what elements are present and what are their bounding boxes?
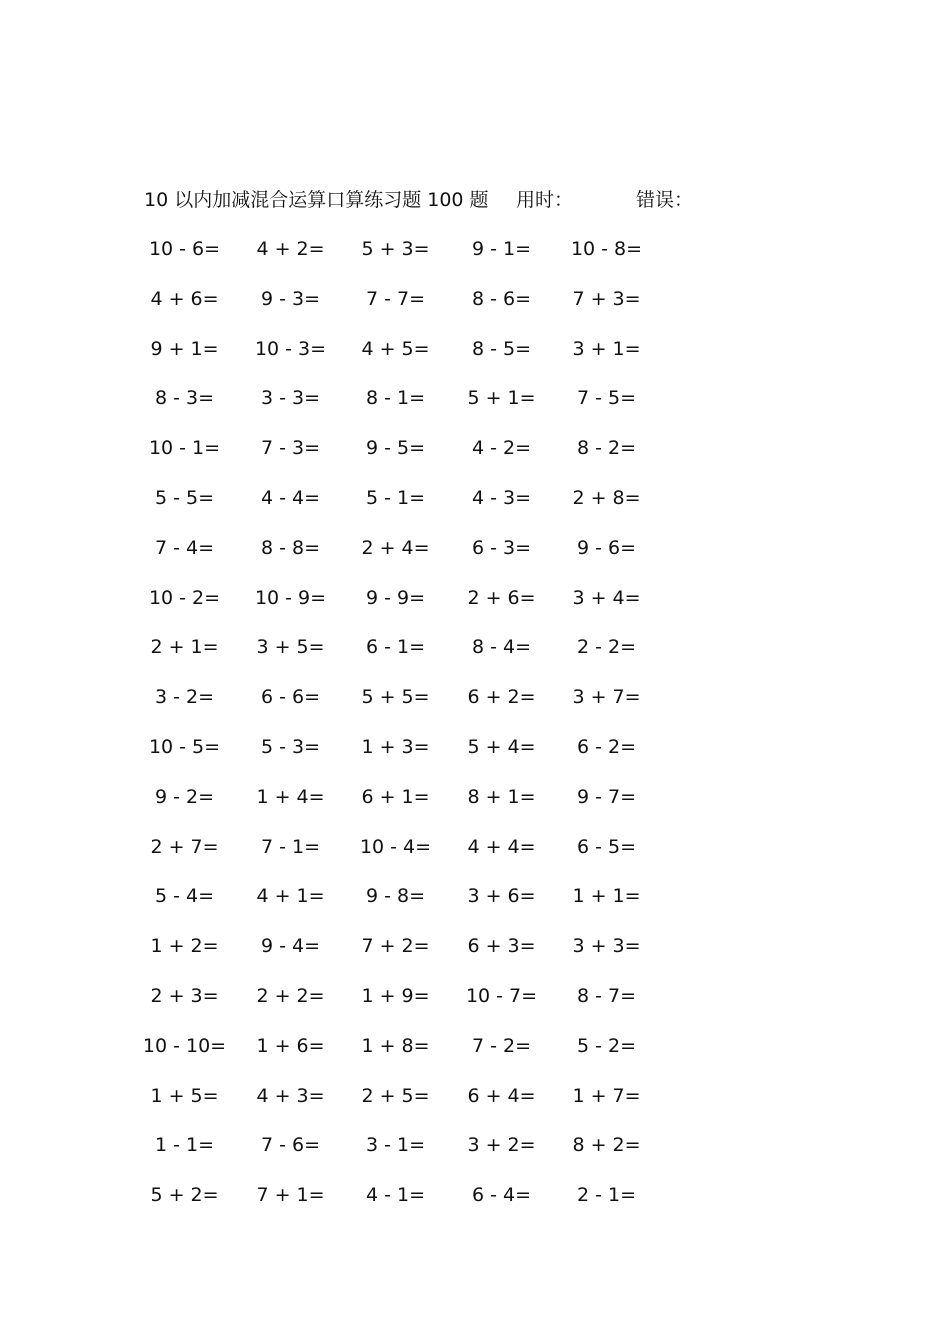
problem-item: 3 - 3= xyxy=(260,387,321,410)
problem-item: 6 + 4= xyxy=(467,1084,536,1107)
problem-item: 7 - 6= xyxy=(260,1134,321,1157)
problem-item: 8 - 6= xyxy=(471,287,532,310)
problem-item: 10 - 3= xyxy=(254,337,327,360)
problem-item: 8 - 5= xyxy=(471,337,532,360)
problem-item: 4 + 2= xyxy=(256,238,325,260)
problem-item: 5 + 5= xyxy=(361,686,430,709)
problem-item: 7 - 1= xyxy=(260,835,321,858)
problem-item: 2 + 1= xyxy=(150,636,219,659)
problem-row xyxy=(144,732,704,782)
problem-item: 9 - 2= xyxy=(154,785,215,808)
problem-item: 7 + 1= xyxy=(256,1184,325,1207)
problem-item: 7 - 4= xyxy=(154,536,215,559)
problem-row xyxy=(144,583,704,633)
problem-item: 3 + 2= xyxy=(467,1134,536,1157)
problem-item: 7 - 3= xyxy=(260,437,321,460)
problem-row xyxy=(144,334,704,384)
problem-item: 3 + 1= xyxy=(572,337,641,360)
problem-item: 2 + 7= xyxy=(150,835,219,858)
problem-row xyxy=(144,483,704,533)
problem-item: 10 - 2= xyxy=(148,586,221,609)
problem-item: 1 + 2= xyxy=(150,935,219,958)
problem-item: 10 - 8= xyxy=(570,238,643,260)
problem-item: 8 - 4= xyxy=(471,636,532,659)
problem-item: 2 - 2= xyxy=(576,636,637,659)
problem-item: 10 - 1= xyxy=(148,437,221,460)
problem-item: 8 - 1= xyxy=(365,387,426,410)
problem-item: 6 - 4= xyxy=(471,1184,532,1207)
problem-row xyxy=(144,284,704,334)
errors-label: 错误： xyxy=(636,189,694,211)
problem-item: 5 - 4= xyxy=(154,885,215,908)
problem-item: 3 + 4= xyxy=(572,586,641,609)
problem-item: 4 - 4= xyxy=(260,486,321,509)
problem-item: 1 + 3= xyxy=(361,735,430,758)
problem-item: 10 - 7= xyxy=(465,984,538,1007)
problem-item: 10 - 4= xyxy=(359,835,432,858)
problem-item: 3 + 7= xyxy=(572,686,641,709)
problem-item: 5 + 3= xyxy=(361,238,430,260)
problem-item: 1 + 1= xyxy=(572,885,641,908)
problem-item: 5 - 5= xyxy=(154,486,215,509)
problem-item: 9 - 5= xyxy=(365,437,426,460)
time-label: 用时： xyxy=(516,189,574,211)
problem-item: 9 - 9= xyxy=(365,586,426,609)
problem-item: 1 + 7= xyxy=(572,1084,641,1107)
problem-item: 2 + 6= xyxy=(467,586,536,609)
problem-grid xyxy=(144,234,704,1230)
problem-item: 6 - 5= xyxy=(576,835,637,858)
problem-item: 9 + 1= xyxy=(150,337,219,360)
problem-item: 6 - 1= xyxy=(365,636,426,659)
problem-item: 2 + 3= xyxy=(150,984,219,1007)
problem-item: 3 - 1= xyxy=(365,1134,426,1157)
problem-item: 8 + 2= xyxy=(572,1134,641,1157)
problem-item: 10 - 9= xyxy=(254,586,327,609)
problem-item: 2 + 2= xyxy=(256,984,325,1007)
problem-item: 2 - 1= xyxy=(576,1184,637,1207)
problem-item: 6 + 3= xyxy=(467,935,536,958)
problem-item: 1 + 9= xyxy=(361,984,430,1007)
problem-item: 5 - 1= xyxy=(365,486,426,509)
problem-row xyxy=(144,881,704,931)
problem-item: 8 - 2= xyxy=(576,437,637,460)
problem-item: 9 - 8= xyxy=(365,885,426,908)
problem-item: 6 + 1= xyxy=(361,785,430,808)
problem-row xyxy=(144,234,704,284)
problem-item: 7 + 2= xyxy=(361,935,430,958)
problem-item: 5 - 3= xyxy=(260,735,321,758)
problem-row xyxy=(144,533,704,583)
problem-item: 3 - 2= xyxy=(154,686,215,709)
problem-item: 9 - 1= xyxy=(471,238,532,260)
problem-item: 4 - 3= xyxy=(471,486,532,509)
problem-row xyxy=(144,782,704,832)
problem-item: 3 + 6= xyxy=(467,885,536,908)
problem-item: 7 - 2= xyxy=(471,1034,532,1057)
problem-row xyxy=(144,383,704,433)
problem-item: 2 + 5= xyxy=(361,1084,430,1107)
problem-item: 10 - 5= xyxy=(148,735,221,758)
problem-item: 6 - 6= xyxy=(260,686,321,709)
problem-item: 7 + 3= xyxy=(572,287,641,310)
problem-item: 10 - 6= xyxy=(148,238,221,260)
problem-row xyxy=(144,433,704,483)
problem-item: 6 - 3= xyxy=(471,536,532,559)
problem-item: 4 + 5= xyxy=(361,337,430,360)
problem-item: 9 - 6= xyxy=(576,536,637,559)
problem-item: 4 - 1= xyxy=(365,1184,426,1207)
problem-row xyxy=(144,1081,704,1131)
problem-item: 1 + 6= xyxy=(256,1034,325,1057)
problem-item: 1 + 5= xyxy=(150,1084,219,1107)
problem-item: 5 + 1= xyxy=(467,387,536,410)
problem-item: 6 - 2= xyxy=(576,735,637,758)
problem-item: 1 + 4= xyxy=(256,785,325,808)
problem-item: 2 + 4= xyxy=(361,536,430,559)
problem-row xyxy=(144,682,704,732)
problem-item: 4 + 3= xyxy=(256,1084,325,1107)
problem-item: 9 - 3= xyxy=(260,287,321,310)
problem-item: 4 + 1= xyxy=(256,885,325,908)
problem-item: 5 - 2= xyxy=(576,1034,637,1057)
problem-row xyxy=(144,632,704,682)
problem-item: 4 - 2= xyxy=(471,437,532,460)
problem-item: 8 + 1= xyxy=(467,785,536,808)
problem-row xyxy=(144,832,704,882)
problem-item: 1 + 8= xyxy=(361,1034,430,1057)
problem-item: 8 - 8= xyxy=(260,536,321,559)
problem-item: 4 + 6= xyxy=(150,287,219,310)
problem-row xyxy=(144,1130,704,1180)
problem-row xyxy=(144,1031,704,1081)
problem-item: 5 + 2= xyxy=(150,1184,219,1207)
problem-item: 10 - 10= xyxy=(142,1034,227,1057)
problem-item: 3 + 3= xyxy=(572,935,641,958)
problem-item: 1 - 1= xyxy=(154,1134,215,1157)
problem-item: 5 + 4= xyxy=(467,735,536,758)
problem-item: 2 + 8= xyxy=(572,486,641,509)
problem-item: 8 - 3= xyxy=(154,387,215,410)
problem-item: 9 - 7= xyxy=(576,785,637,808)
problem-item: 9 - 4= xyxy=(260,935,321,958)
problem-row xyxy=(144,981,704,1031)
worksheet-title: 10 以内加减混合运算口算练习题 100 题 xyxy=(144,189,489,211)
problem-item: 3 + 5= xyxy=(256,636,325,659)
problem-item: 4 + 4= xyxy=(467,835,536,858)
problem-row xyxy=(144,1180,704,1230)
problem-item: 7 - 5= xyxy=(576,387,637,410)
problem-item: 8 - 7= xyxy=(576,984,637,1007)
problem-row xyxy=(144,931,704,981)
problem-item: 6 + 2= xyxy=(467,686,536,709)
problem-item: 7 - 7= xyxy=(365,287,426,310)
